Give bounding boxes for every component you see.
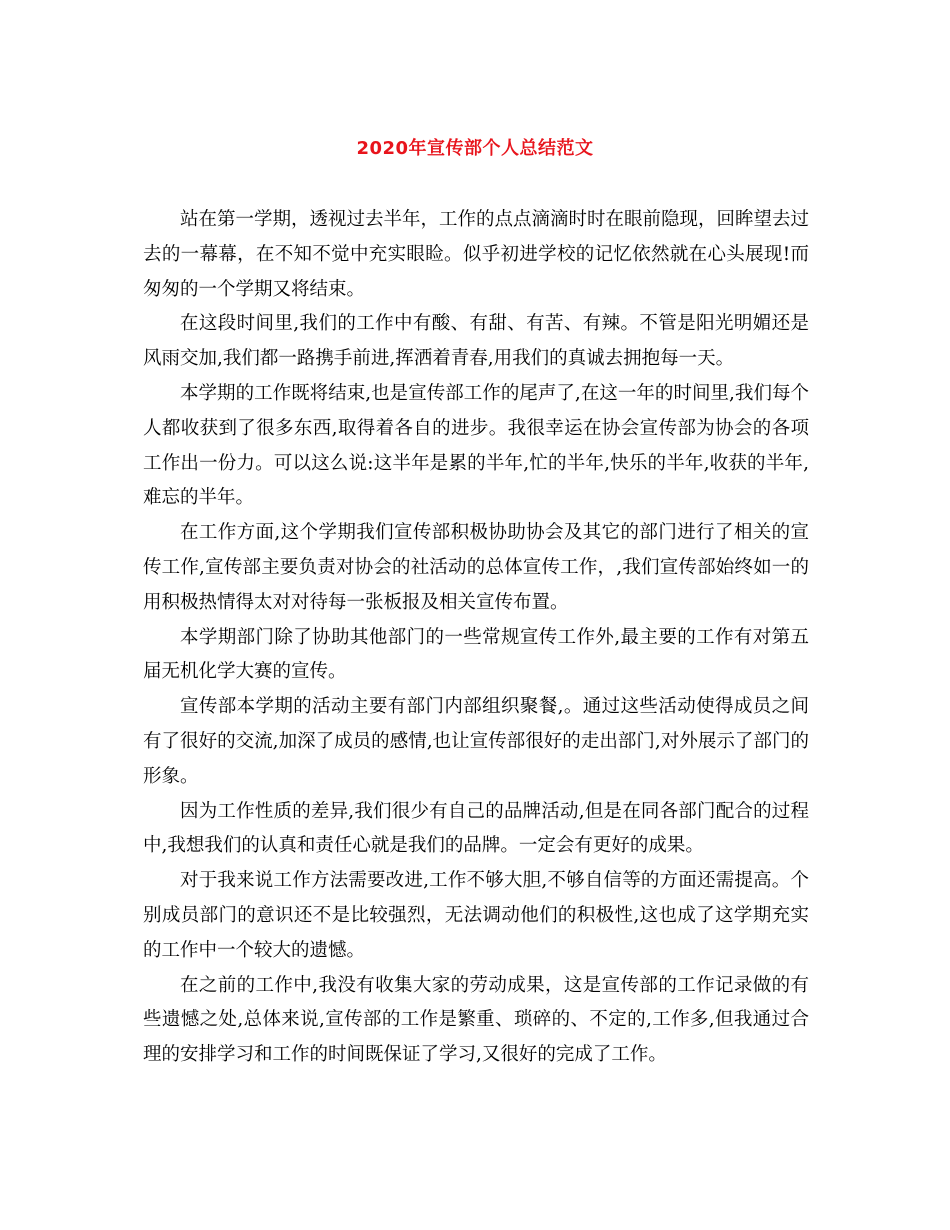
paragraph: 对于我来说工作方法需要改进,工作不够大胆,不够自信等的方面还需提高。个别成员部门的意识还不是比较强烈，无法调动他们的积极性,这也成了这学期充实的工作中一个较大的遗憾。	[143, 870, 809, 961]
paragraph: 在之前的工作中,我没有收集大家的劳动成果，这是宣传部的工作记录做的有些遗憾之处,总体来说,宣传部的工作是繁重、琐碎的、不定的,工作多,但我通过合理的安排学习和工作的时间既保证了学习,又很好的完成了工作。	[143, 974, 809, 1066]
document-title: 2020年宣传部个人总结范文	[356, 138, 594, 159]
paragraph: 本学期部门除了协助其他部门的一些常规宣传工作外,最主要的工作有对第五届无机化学大赛的宣传。	[143, 626, 809, 683]
paragraph: 宣传部本学期的活动主要有部门内部组织聚餐,。通过这些活动使得成员之间有了很好的交流,加深了成员的感情,也让宣传部很好的走出部门,对外展示了部门的形象。	[143, 696, 809, 787]
paragraph: 在工作方面,这个学期我们宣传部积极协助协会及其它的部门进行了相关的宣传工作,宣传部主要负责对协会的社活动的总体宣传工作，,我们宣传部始终如一的用积极热情得太对对待每一张板报及相关宣传布置。	[143, 522, 809, 613]
paragraph: 在这段时间里,我们的工作中有酸、有甜、有苦、有辣。不管是阳光明媚还是风雨交加,我们都一路携手前进,挥洒着青春,用我们的真诚去拥抱每一天。	[143, 313, 809, 370]
paragraph: 本学期的工作既将结束,也是宣传部工作的尾声了,在这一年的时间里,我们每个人都收获到了很多东西,取得着各自的进步。我很幸运在协会宣传部为协会的各项工作出一份力。可以这么说:这半年是累的半年,忙的半年,快乐的半年,收获的半年,难忘的半年。	[143, 382, 809, 509]
paragraph: 因为工作性质的差异,我们很少有自己的品牌活动,但是在同各部门配合的过程中,我想我们的认真和责任心就是我们的品牌。一定会有更好的成果。	[143, 800, 809, 857]
document-body	[143, 203, 809, 1073]
paragraph: 站在第一学期，透视过去半年，工作的点点滴滴时时在眼前隐现，回眸望去过去的一幕幕，在不知不觉中充实眼睑。似乎初进学校的记忆依然就在心头展现!而匆匆的一个学期又将结束。	[143, 209, 810, 300]
